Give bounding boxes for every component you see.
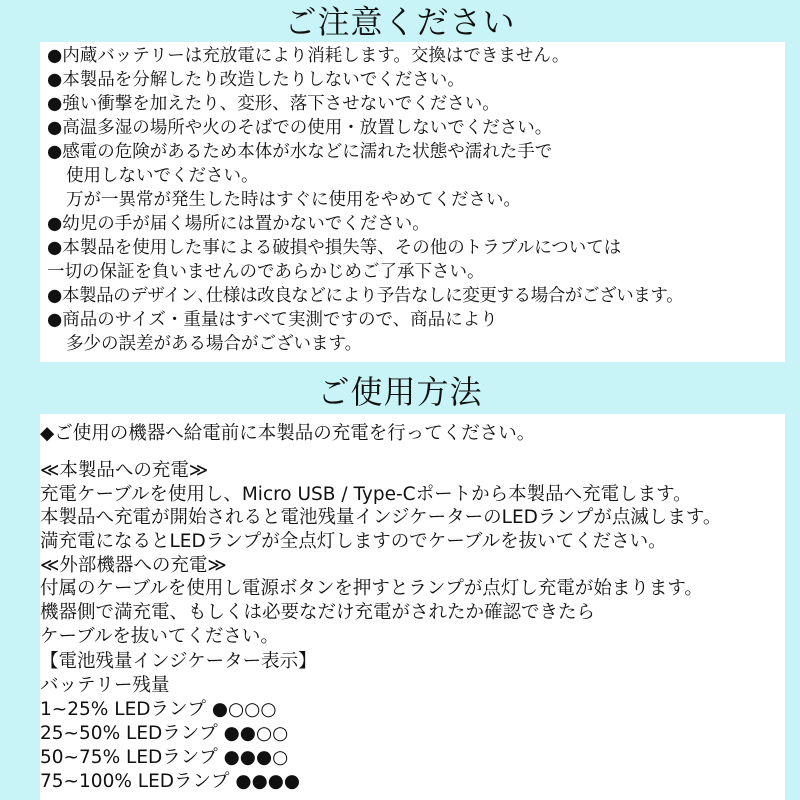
usage-line: バッテリー残量 — [40, 675, 170, 696]
usage-line: 充電ケーブルを使用し、Micro USB / Type-Cポートから本製品へ充電します。 — [40, 484, 692, 505]
usage-line: ケーブルを抜いてください。 — [40, 626, 279, 647]
caution-line: ●本製品を使用した事による破損や損失等、その他のトラブルについては — [47, 238, 622, 258]
caution-line: ●本製品を分解したり改造したりしないでください。 — [47, 70, 465, 90]
caution-line: 一切の保証を負いませんのであらかじめご了承下さい。 — [47, 262, 485, 282]
led-level-row: 25~50% LEDランプ ●●○○ — [40, 723, 289, 744]
usage-line: 【電池残量インジケーター表示】 — [40, 651, 317, 672]
caution-line: 万が一異常が発生した時はすぐに使用をやめてください。 — [66, 190, 521, 210]
usage-line: 機器側で満充電、もしくは必要なだけ充電がされたか確認できたら — [40, 602, 596, 623]
caution-line: 多少の誤差がある場合がございます。 — [66, 334, 363, 354]
caution-line: ●内蔵バッテリーは充放電により消耗します。交換はできません。 — [47, 46, 570, 66]
caution-line: ●商品のサイズ・重量はすべて実測ですので、商品により — [47, 310, 498, 330]
caution-line: ●本製品のデザイン､仕様は改良などにより予告なしに変更する場合がございます。 — [47, 286, 684, 306]
caution-line: ●高温多湿の場所や火のそばでの使用・放置しないでください。 — [47, 118, 553, 138]
caution-line: ●幼児の手が届く場所には置かないでください。 — [47, 214, 430, 234]
led-level-row: 75~100% LEDランプ ●●●● — [40, 771, 301, 792]
usage-line: ≪外部機器への充電≫ — [40, 555, 227, 576]
usage-heading: ご使用方法 — [317, 373, 483, 411]
caution-line: ●感電の危険があるため本体が水などに濡れた状態や濡れた手で — [47, 142, 553, 162]
caution-heading: ご注意ください — [284, 3, 516, 41]
caution-line: 使用しないでください。 — [66, 166, 259, 186]
usage-line: 本製品へ充電が開始されると電池残量インジケーターのLEDランプが点滅します。 — [40, 507, 722, 528]
usage-panel — [40, 414, 785, 800]
usage-line: ◆ご使用の機器へ給電前に本製品の充電を行ってください。 — [40, 423, 536, 444]
led-level-row: 50~75% LEDランプ ●●●○ — [40, 747, 289, 768]
usage-line: 付属のケーブルを使用し電源ボタンを押すとランプが点灯し充電が始まります。 — [40, 578, 703, 599]
caution-line: ●強い衝撃を加えたり、変形、落下させないでください。 — [47, 94, 500, 114]
usage-line: 満充電になるとLEDランプが全点灯しますのでケーブルを抜いてください。 — [40, 531, 667, 552]
led-level-row: 1~25% LEDランプ ●○○○ — [40, 699, 277, 720]
caution-panel — [40, 42, 785, 362]
usage-line: ≪本製品への充電≫ — [40, 460, 209, 481]
